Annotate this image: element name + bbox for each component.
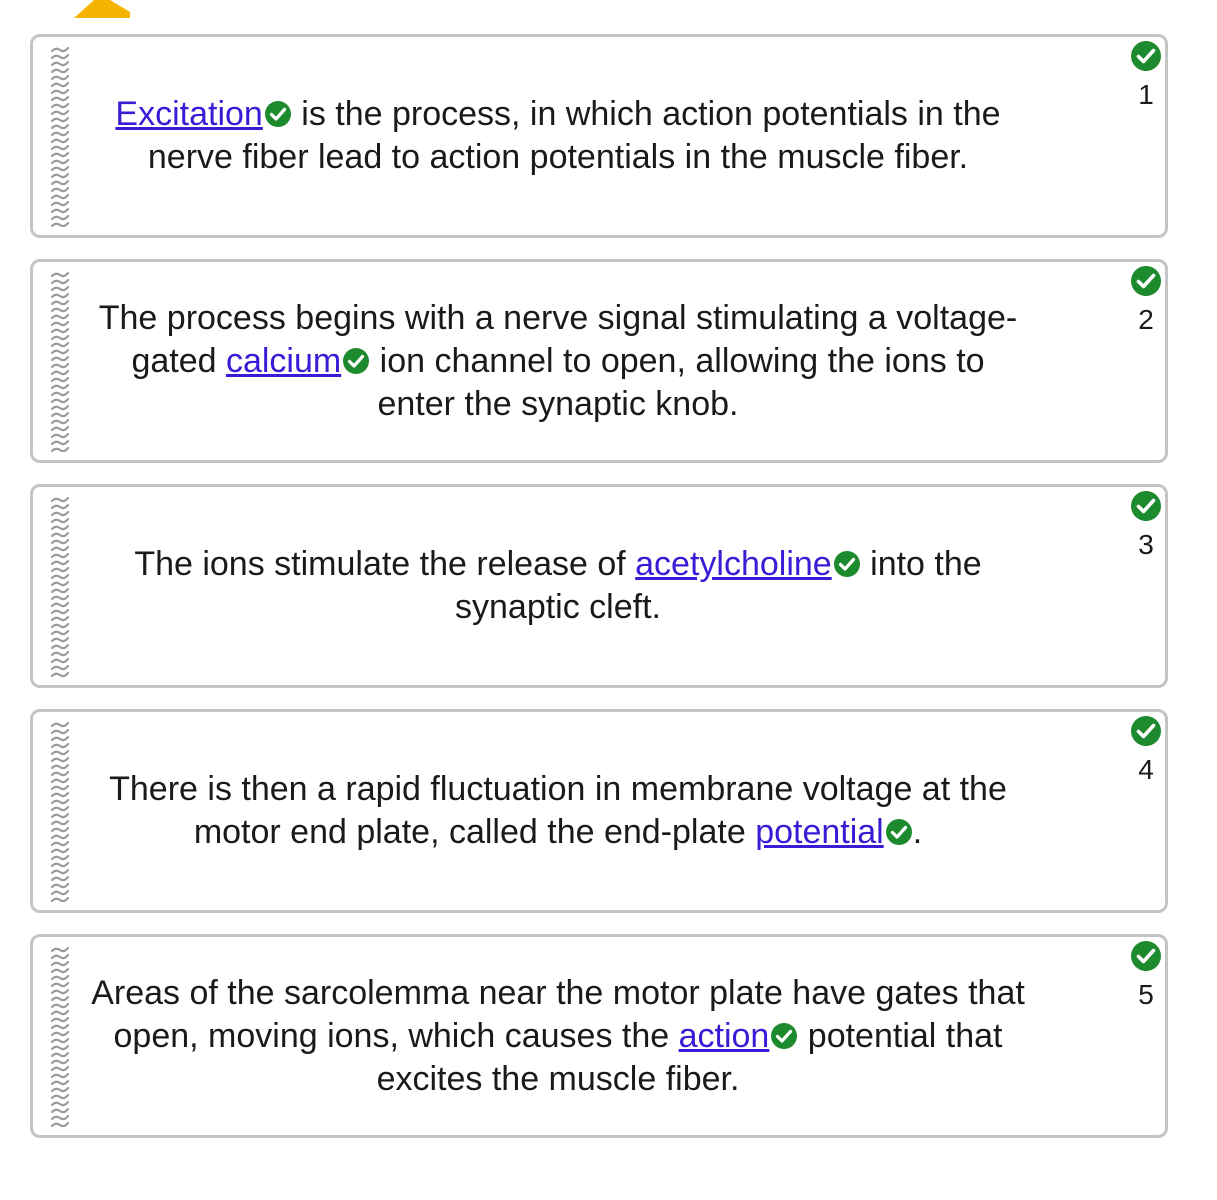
statement-text-after: . — [912, 813, 923, 851]
answer-link[interactable]: action — [678, 1016, 770, 1055]
card-status — [1129, 490, 1163, 561]
statement-text-area — [88, 262, 1028, 460]
drag-handle-icon[interactable] — [49, 720, 71, 902]
statement-text-after: ion channel to open, allowing the ions to enter the synaptic knob. — [370, 341, 985, 423]
order-number: 3 — [1138, 529, 1154, 560]
statement-sentence — [88, 972, 1028, 1101]
card-status — [1129, 265, 1163, 336]
statement-card-5[interactable] — [30, 934, 1168, 1138]
statement-text-after: into the synaptic cleft. — [455, 545, 982, 626]
statement-text-before: The ions stimulate the release of — [134, 545, 636, 583]
statement-text-area — [88, 37, 1028, 235]
statement-sentence — [88, 297, 1028, 426]
statement-sentence — [88, 543, 1028, 629]
check-circle-icon — [1130, 940, 1162, 972]
drag-handle-icon[interactable] — [49, 270, 71, 452]
answer-link[interactable]: calcium — [225, 341, 342, 380]
statement-text-after: potential that excites the muscle fiber. — [376, 1016, 1003, 1098]
card-status — [1129, 715, 1163, 786]
order-number: 5 — [1138, 979, 1154, 1010]
statement-text-before: There is then a rapid fluctuation in membrane voltage at the motor end plate, called the end-plate — [109, 770, 1007, 851]
check-circle-icon — [1130, 40, 1162, 72]
statement-card-1[interactable] — [30, 34, 1168, 238]
check-circle-icon — [1130, 490, 1162, 522]
drag-handle-icon[interactable] — [49, 945, 71, 1127]
drag-handle-icon[interactable] — [49, 495, 71, 677]
statement-sentence — [88, 93, 1028, 179]
check-circle-icon — [1130, 715, 1162, 747]
order-number: 2 — [1138, 304, 1154, 335]
order-number: 1 — [1138, 79, 1154, 110]
check-circle-icon — [264, 100, 292, 128]
check-circle-icon — [1130, 265, 1162, 297]
statement-text-area — [88, 937, 1028, 1135]
statement-card-2[interactable] — [30, 259, 1168, 463]
arrow-pointer-icon — [70, 0, 134, 18]
statement-text-area — [88, 487, 1028, 685]
statement-text-before: Areas of the sarcolemma near the motor plate have gates that open, moving ions, which causes the — [91, 973, 1025, 1055]
answer-link[interactable]: acetylcholine — [635, 545, 832, 583]
drag-handle-icon[interactable] — [49, 45, 71, 227]
answer-link[interactable]: Excitation — [115, 95, 263, 133]
check-circle-icon — [885, 818, 913, 846]
check-circle-icon — [833, 550, 861, 578]
statement-text-area — [88, 712, 1028, 910]
card-status — [1129, 40, 1163, 111]
statement-text-before: The process begins with a nerve signal stimulating a voltage-gated — [98, 298, 1018, 380]
check-circle-icon — [770, 1022, 798, 1050]
statement-sentence — [88, 768, 1028, 854]
statement-card-3[interactable] — [30, 484, 1168, 688]
answer-link[interactable]: potential — [755, 813, 884, 851]
statement-text-after: is the process, in which action potentials in the nerve fiber lead to action potentials in the muscle fiber. — [147, 95, 1001, 176]
card-status — [1129, 940, 1163, 1011]
statement-card-4[interactable] — [30, 709, 1168, 913]
check-circle-icon — [342, 347, 370, 375]
order-number: 4 — [1138, 754, 1154, 785]
